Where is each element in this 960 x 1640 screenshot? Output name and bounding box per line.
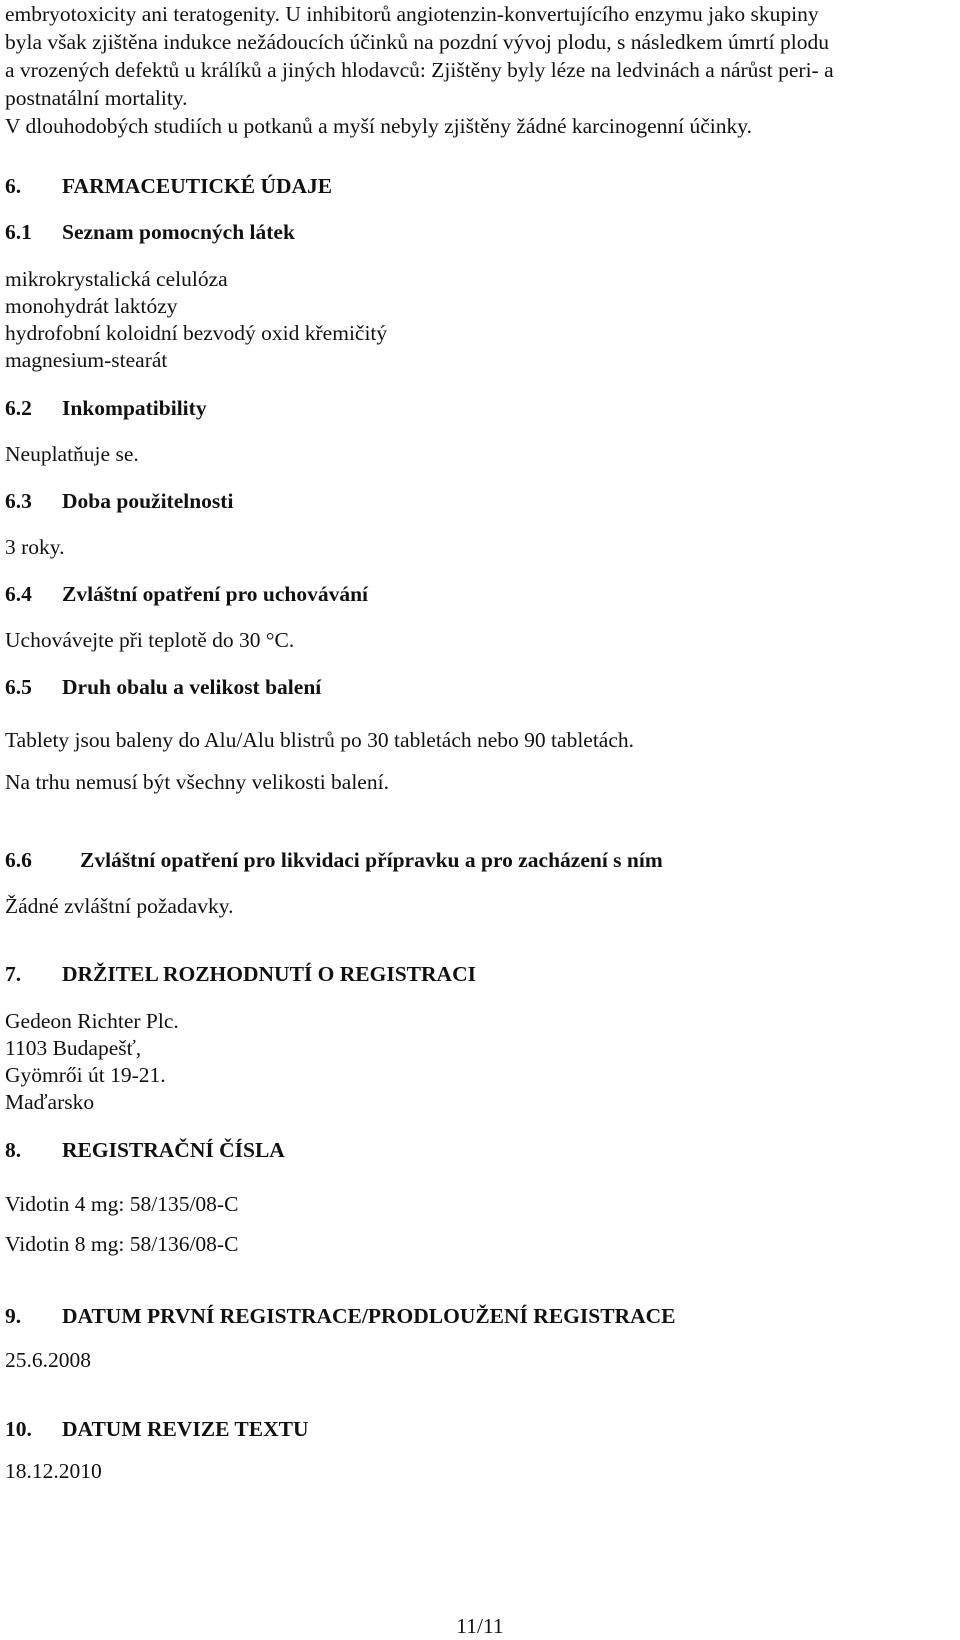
section-6-6-text: Žádné zvláštní požadavky.: [5, 894, 234, 918]
section-6-1-title: Seznam pomocných látek: [62, 220, 295, 244]
section-10-number: 10.: [5, 1417, 32, 1441]
section-6-2-number: 6.2: [5, 396, 32, 420]
excipient-item: monohydrát laktózy: [5, 294, 178, 318]
section-6-5-number: 6.5: [5, 675, 32, 699]
section-6-5-title: Druh obalu a velikost balení: [62, 675, 322, 699]
holder-address-line: 1103 Budapešť,: [5, 1036, 142, 1060]
section-8-number: 8.: [5, 1138, 22, 1162]
intro-line: V dlouhodobých studiích u potkanů a myší nebyly zjištěny žádné karcinogenní účinky.: [5, 114, 752, 138]
section-10-title: DATUM REVIZE TEXTU: [62, 1417, 309, 1441]
section-6-number: 6.: [5, 174, 22, 198]
holder-address-line: Gyömrői út 19-21.: [5, 1063, 166, 1087]
section-8-title: REGISTRAČNÍ ČÍSLA: [62, 1138, 285, 1162]
excipient-item: hydrofobní koloidní bezvodý oxid křemičitý: [5, 321, 388, 345]
section-6-5-text-2: Na trhu nemusí být všechny velikosti balení.: [5, 770, 389, 794]
intro-paragraph: [5, 0, 955, 140]
holder-address-line: Gedeon Richter Plc.: [5, 1009, 179, 1033]
section-9-title: DATUM PRVNÍ REGISTRACE/PRODLOUŽENÍ REGISTRACE: [62, 1304, 676, 1328]
holder-address-line: Maďarsko: [5, 1090, 95, 1114]
section-6-6-number: 6.6: [5, 848, 32, 872]
registration-number: Vidotin 8 mg: 58/136/08-C: [5, 1232, 239, 1256]
section-6-2-title: Inkompatibility: [62, 396, 207, 420]
section-6-title: FARMACEUTICKÉ ÚDAJE: [62, 174, 333, 198]
section-6-6-title: Zvláštní opatření pro likvidaci přípravku a pro zacházení s ním: [80, 848, 663, 872]
section-6-3-title: Doba použitelnosti: [62, 489, 234, 513]
section-6-4-title: Zvláštní opatření pro uchovávání: [62, 582, 369, 606]
section-9-number: 9.: [5, 1304, 22, 1328]
section-10-date: 18.12.2010: [5, 1459, 102, 1483]
section-6-1-number: 6.1: [5, 220, 32, 244]
section-7-title: DRŽITEL ROZHODNUTÍ O REGISTRACI: [62, 962, 476, 986]
intro-line: postnatální mortality.: [5, 86, 188, 110]
section-6-2-text: Neuplatňuje se.: [5, 442, 139, 466]
registration-number: Vidotin 4 mg: 58/135/08-C: [5, 1192, 239, 1216]
intro-line: byla však zjištěna indukce nežádoucích účinků na pozdní vývoj plodu, s následkem úmrtí plodu: [5, 30, 829, 54]
section-7-number: 7.: [5, 962, 22, 986]
section-6-4-number: 6.4: [5, 582, 32, 606]
section-9-date: 25.6.2008: [5, 1348, 91, 1372]
excipient-item: mikrokrystalická celulóza: [5, 267, 228, 291]
section-6-5-text-1: Tablety jsou baleny do Alu/Alu blistrů po 30 tabletách nebo 90 tabletách.: [5, 728, 635, 752]
section-6-4-text: Uchovávejte při teplotě do 30 °C.: [5, 628, 295, 652]
section-6-3-text: 3 roky.: [5, 535, 65, 559]
section-6-3-number: 6.3: [5, 489, 32, 513]
intro-line: a vrozených defektů u králíků a jiných hlodavců: Zjištěny byly léze na ledvinách a nárůst peri- a: [5, 58, 834, 82]
excipient-item: magnesium-stearát: [5, 348, 168, 372]
page-number: 11/11: [456, 1614, 504, 1638]
intro-line: embryotoxicity ani teratogenity. U inhibitorů angiotenzin-konvertujícího enzymu jako skupiny: [5, 2, 819, 26]
